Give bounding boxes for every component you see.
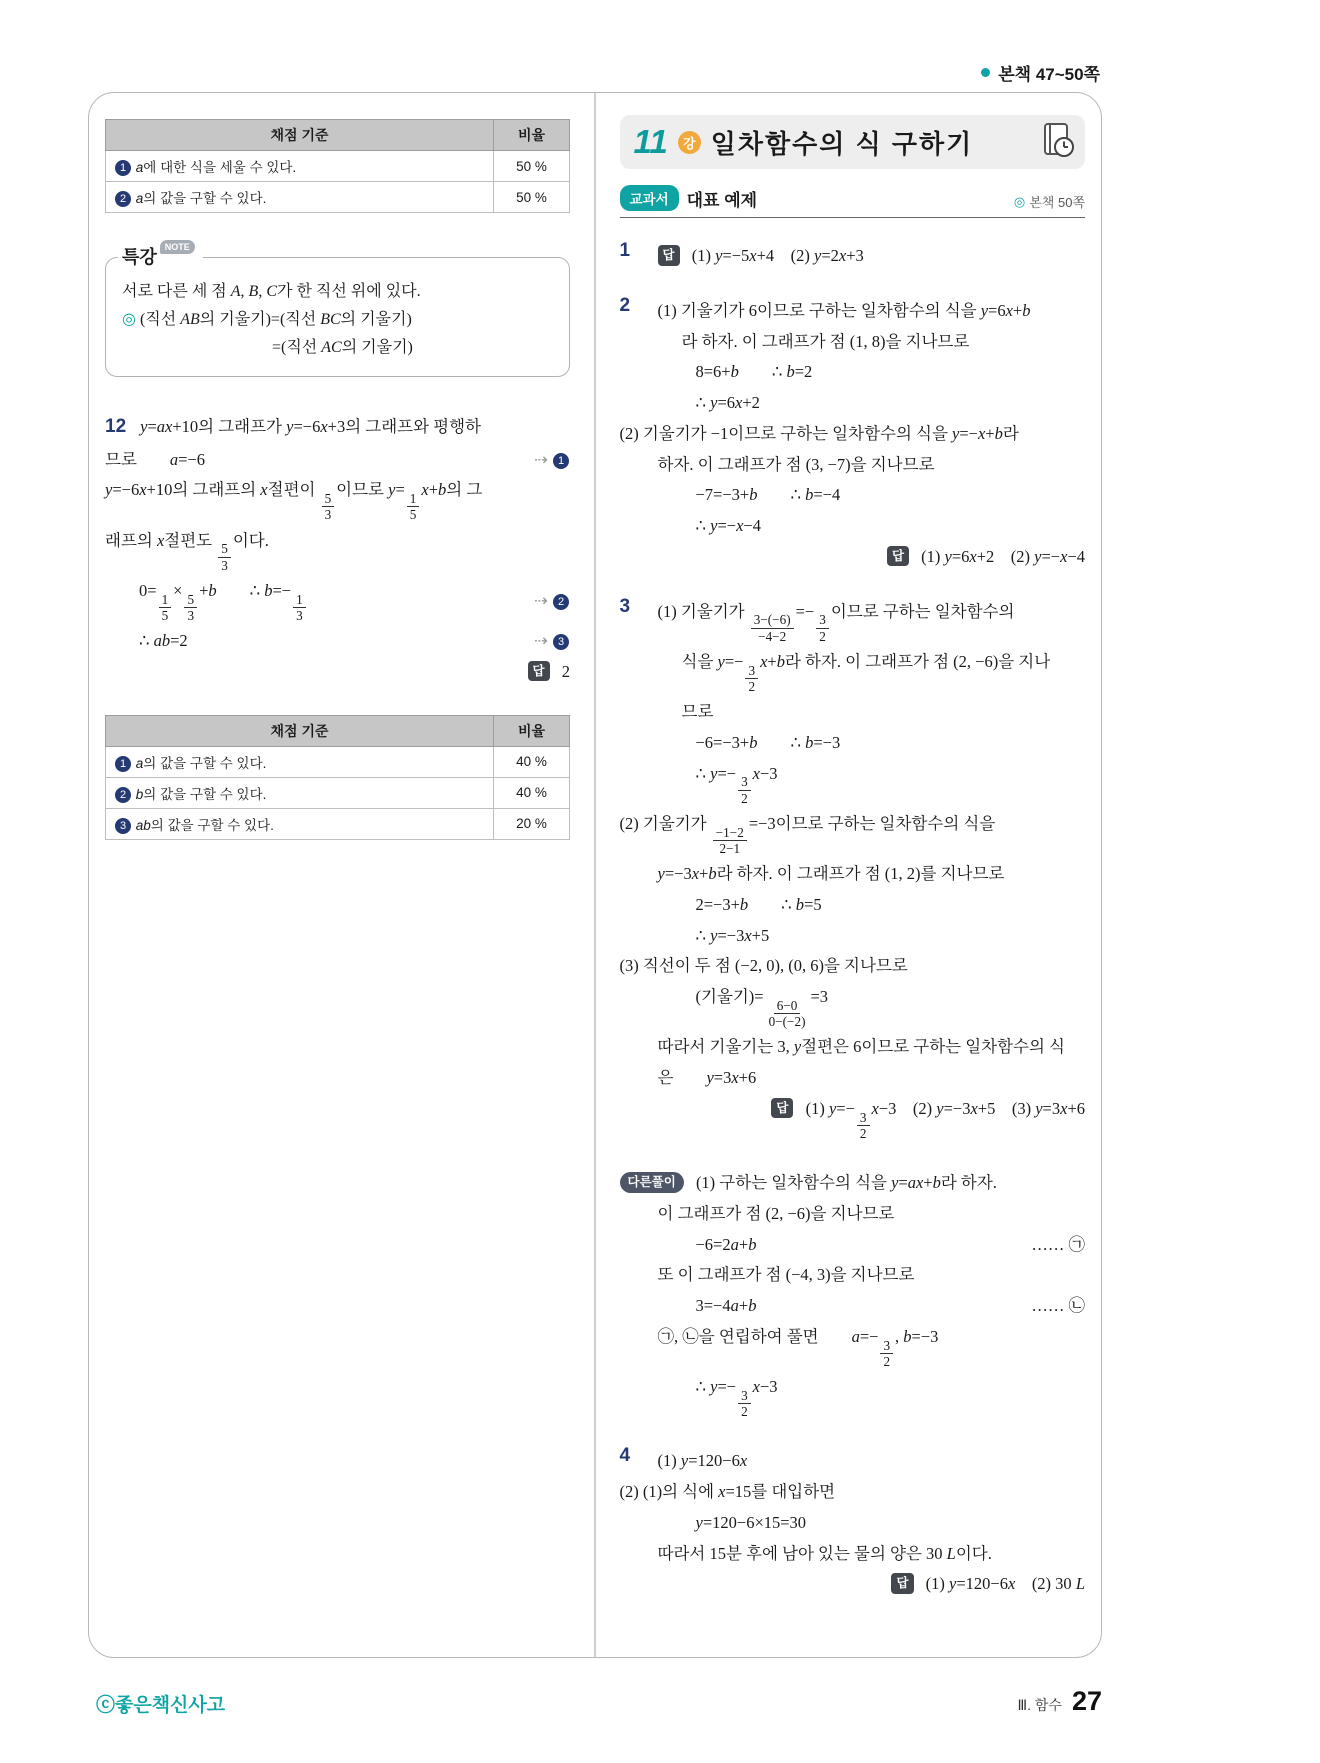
table-header: 비율: [494, 715, 570, 746]
problem-12-solution: [105, 413, 570, 685]
step-number-icon: 1: [115, 756, 131, 772]
solution-line: 2=−3+b ∴ b=5: [695, 894, 822, 914]
problem-number: [620, 1165, 658, 1425]
note-tag: NOTE: [160, 240, 195, 254]
solution-line: 라 하자. 이 그래프가 점 (1, 8)을 지나므로: [681, 331, 970, 351]
solution-line: 므로: [681, 702, 714, 721]
right-column: [596, 93, 1102, 1657]
fraction: $\frac{5}{3}$: [184, 592, 197, 623]
problem-solution: [620, 238, 1086, 275]
target-circle-icon: ◎: [122, 311, 136, 328]
note-title: [118, 243, 203, 269]
criterion-cell: 1 a에 대한 식을 세울 수 있다.: [106, 151, 494, 182]
solution-line: −7=−3+b ∴ b=−4: [695, 485, 841, 505]
solution-line: 3=−4a+b …… ㉡: [695, 1296, 1085, 1315]
target-circle-icon: ◎: [1013, 193, 1026, 209]
step-number-icon: 1: [553, 453, 569, 469]
answer-badge: 답: [658, 245, 680, 266]
fraction: $\frac{3}{2}$: [857, 1110, 870, 1141]
section-page-reference-text: 본책 50쪽: [1029, 195, 1085, 210]
solution-line: 하자. 이 그래프가 점 (3, −7)을 지나므로: [657, 454, 935, 474]
chapter-label: Ⅲ. 함수: [1017, 1697, 1062, 1713]
fraction: $\frac{3}{2}$: [816, 612, 829, 643]
problem-solution: [620, 594, 1086, 1148]
dashed-arrow-icon: ⇢: [534, 631, 548, 650]
solution-line: (2) (1)의 식에 x=15를 대입하면: [619, 1482, 836, 1501]
table-row: [106, 151, 570, 182]
solution-line: −6=2a+b …… ㉠: [695, 1234, 1085, 1254]
solution-line: 8=6+b ∴ b=2: [695, 362, 813, 382]
special-note-box: [105, 242, 570, 377]
solution-line: 므로 a=−6 ⇢ 1: [105, 448, 570, 473]
section-page-reference: [1014, 192, 1085, 211]
problem-lines: [619, 594, 1086, 1148]
answer-badge: 답: [528, 661, 550, 682]
fraction: $\frac{6-0}{0-(-2)}$: [768, 997, 806, 1030]
step-number-icon: 2: [115, 191, 131, 207]
step-number-icon: 2: [115, 787, 131, 803]
fraction: $\frac{3}{2}$: [738, 1388, 751, 1419]
solution-line: ㉠, ㉡을 연립하여 풀면 a=− $\frac{3}{2}$ , b=−3: [657, 1326, 939, 1369]
answer-badge: 답: [887, 546, 909, 567]
problem-number: 12: [105, 416, 127, 437]
step-number-icon: 3: [115, 818, 131, 834]
solution-line: 12 y=ax+10의 그래프가 y=−6x+3의 그래프와 평행하: [105, 416, 481, 437]
table-row: [106, 777, 570, 808]
ratio-cell: 40 %: [494, 777, 570, 808]
problem-solution: [620, 1165, 1086, 1425]
solution-line: y=−3x+b라 하자. 이 그래프가 점 (1, 2)를 지나므로: [657, 864, 1005, 883]
footer-right: [1017, 1686, 1102, 1717]
criterion-cell: 2 b의 값을 구할 수 있다.: [106, 777, 494, 808]
ratio-cell: 20 %: [494, 808, 570, 839]
publisher-logo: ⓒ좋은책신사고: [96, 1695, 226, 1716]
solution-line: =(직선 AC의 기울기): [272, 339, 413, 356]
problem-number: 2: [619, 294, 631, 316]
dashed-arrow-icon: ⇢: [534, 449, 548, 469]
page-number: 27: [1071, 1686, 1102, 1716]
problem-solution: [620, 293, 1086, 576]
problem-lines: [619, 293, 1086, 576]
solution-line: ∴ y=−x−4: [695, 516, 761, 535]
solution-line: (기울기)= $\frac{6-0}{0-(-2)}$ =3: [695, 987, 829, 1030]
lesson-unit-badge: 강: [678, 131, 701, 154]
fraction: $\frac{3}{2}$: [745, 663, 758, 694]
solution-line: ∴ ab=2 ⇢ 3: [105, 629, 570, 654]
problem-solution: [620, 1443, 1086, 1603]
lesson-header: [620, 115, 1086, 169]
problem-lines: [658, 238, 1086, 275]
table-header: 채점 기준: [106, 120, 494, 151]
page-card: [88, 92, 1102, 1658]
step-number-icon: 3: [553, 634, 569, 650]
solution-line: 따라서 15분 후에 남아 있는 물의 양은 30 L이다.: [657, 1543, 992, 1563]
book-page-reference: [981, 60, 1100, 85]
fraction: $\frac{3-(-6)}{-4-2}$: [751, 612, 794, 643]
table-row: [106, 182, 570, 213]
problems-container: [620, 238, 1086, 1603]
table-header: 채점 기준: [106, 715, 494, 746]
fraction: $\frac{5}{3}$: [218, 541, 231, 572]
solution-line: ∴ y=6x+2: [695, 393, 760, 412]
solution-line: 답 2: [105, 660, 570, 685]
lesson-title: 일차함수의 식 구하기: [710, 128, 974, 159]
solution-line: 답 (1) y=120−6x (2) 30 L: [658, 1572, 1086, 1597]
fraction: $\frac{3}{2}$: [738, 774, 751, 805]
solution-line: (1) y=120−6x: [657, 1451, 748, 1471]
solution-line: (2) 기울기가 −1이므로 구하는 일차함수의 식을 y=−x+b라: [619, 423, 1019, 443]
answer-badge: 답: [891, 1573, 913, 1594]
answer-badge: 답: [771, 1098, 793, 1119]
table-row: [106, 808, 570, 839]
step-number-icon: 1: [115, 160, 131, 176]
fraction: $\frac{-1-2}{2-1}$: [713, 825, 747, 856]
table-row: [106, 746, 570, 777]
solution-line: 다른풀이 (1) 구하는 일차함수의 식을 y=ax+b라 하자.: [620, 1171, 1086, 1196]
solution-line: 은 y=3x+6: [657, 1068, 757, 1087]
ratio-cell: 50 %: [494, 151, 570, 182]
criterion-cell: 2 a의 값을 구할 수 있다.: [106, 182, 494, 213]
solution-line: 서로 다른 세 점 A, B, C가 한 직선 위에 있다.: [122, 283, 421, 300]
notebook-clock-icon: [1037, 120, 1077, 165]
solution-line: ∴ y=−3x+5: [695, 925, 770, 945]
problem-number: 3: [619, 595, 631, 617]
section-label: 대표 예제: [686, 191, 758, 210]
solution-line: (2) 기울기가 $\frac{-1-2}{2-1}$ =−3이므로 구하는 일차함수의 식을: [619, 813, 996, 856]
solution-line: y=120−6×15=30: [695, 1512, 807, 1532]
note-title-text: 특강: [122, 247, 157, 267]
ratio-cell: 50 %: [494, 182, 570, 213]
problem-lines: [619, 1443, 1086, 1603]
bullet-dot-icon: [981, 68, 990, 77]
table-header: 비율: [494, 120, 570, 151]
solution-line: 답 (1) y=−5x+4 (2) y=2x+3: [658, 244, 1086, 269]
ratio-cell: 40 %: [494, 746, 570, 777]
solution-line: (1) 기울기가 $\frac{3-(-6)}{-4-2}$ =− $\frac{3}{2}$ 이므로 구하는 일차함수의: [657, 601, 1015, 644]
step-number-icon: 2: [553, 594, 569, 610]
left-column: [89, 93, 594, 1657]
section-header: [620, 185, 1086, 218]
solution-line: 식을 y=− $\frac{3}{2}$ x+b라 하자. 이 그래프가 점 (2, −6)을 지나: [681, 651, 1051, 694]
solution-line: ∴ y=− $\frac{3}{2}$ x−3: [695, 1377, 778, 1420]
solution-line: ∴ y=− $\frac{3}{2}$ x−3: [695, 763, 778, 806]
criterion-cell: 1 a의 값을 구할 수 있다.: [106, 746, 494, 777]
criterion-cell: 3 ab의 값을 구할 수 있다.: [106, 808, 494, 839]
problem-number: 4: [619, 1445, 631, 1467]
problem-lines: [627, 1165, 1086, 1425]
solution-line: −6=−3+b ∴ b=−3: [695, 732, 841, 752]
solution-line: y=−6x+10의 그래프의 x절편이 $\frac{5}{3}$ 이므로 y= $\frac{1}{5}$ x+b의 그: [105, 480, 483, 523]
page-footer: [96, 1686, 1102, 1717]
dashed-arrow-icon: ⇢: [534, 590, 548, 610]
problem-number: 1: [619, 240, 631, 261]
note-content: [122, 280, 553, 360]
score-table-1: [105, 119, 570, 213]
solution-line: 답 (1) y=6x+2 (2) y=−x−4: [658, 545, 1086, 570]
fraction: $\frac{1}{3}$: [293, 592, 306, 623]
textbook-badge: 교과서: [620, 185, 679, 211]
solution-line: 래프의 x절편도 $\frac{5}{3}$ 이다.: [105, 530, 269, 573]
solution-line: ◎ (직선 AB의 기울기)=(직선 BC의 기울기): [122, 311, 412, 328]
solution-line: 따라서 기울기는 3, y절편은 6이므로 구하는 일차함수의 식: [657, 1037, 1065, 1057]
lesson-number: 11: [633, 123, 668, 160]
solution-line: 또 이 그래프가 점 (−4, 3)을 지나므로: [657, 1265, 915, 1285]
fraction: $\frac{1}{5}$: [407, 491, 420, 522]
fraction: $\frac{5}{3}$: [322, 491, 335, 522]
fraction: $\frac{1}{5}$: [159, 592, 172, 623]
solution-line: (3) 직선이 두 점 (−2, 0), (0, 6)을 지나므로: [619, 956, 908, 976]
solution-line: 이 그래프가 점 (2, −6)을 지나므로: [657, 1203, 895, 1223]
alt-solution-badge: 다른풀이: [620, 1172, 684, 1193]
solution-line: 답 (1) y=− $\frac{3}{2}$ x−3 (2) y=−3x+5 (3) y=3x+6: [658, 1097, 1086, 1141]
solution-line: (1) 기울기가 6이므로 구하는 일차함수의 식을 y=6x+b: [657, 300, 1031, 320]
fraction: $\frac{3}{2}$: [880, 1338, 893, 1369]
book-page-reference-text: 본책 47~50쪽: [998, 65, 1100, 84]
score-table-2: [105, 715, 570, 840]
solution-line: 0= $\frac{1}{5}$ × $\frac{5}{3}$ +b ∴ b=− $\frac{1}{3}$ ⇢ 2: [105, 579, 570, 623]
